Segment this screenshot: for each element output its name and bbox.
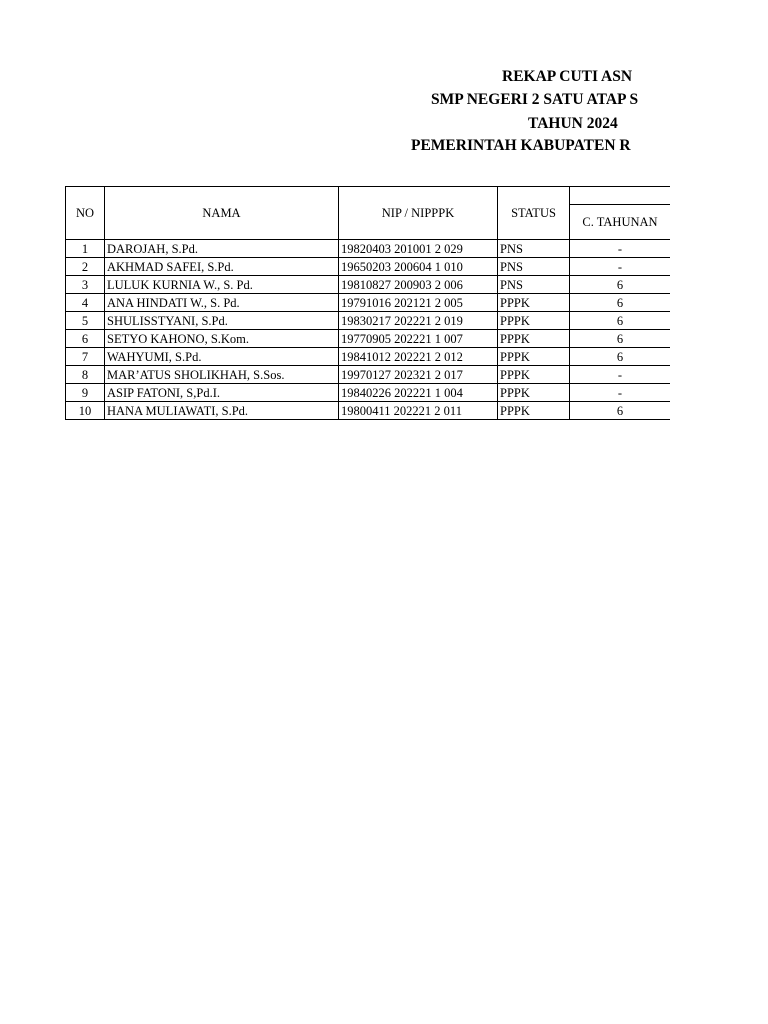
cell-no: 3 (66, 276, 105, 294)
cell-nama: ANA HINDATI W., S. Pd. (105, 294, 339, 312)
cell-tahunan: 6 (570, 312, 671, 330)
table-row (66, 384, 671, 402)
cell-tahunan: 6 (570, 294, 671, 312)
table-row (66, 330, 671, 348)
cell-no: 5 (66, 312, 105, 330)
header-status: STATUS (498, 187, 570, 240)
title-rekap: REKAP CUTI ASN (502, 68, 633, 85)
cell-status: PPPK (498, 384, 570, 402)
cell-tahunan: 6 (570, 348, 671, 366)
cell-tahunan: - (570, 258, 671, 276)
cell-status: PPPK (498, 348, 570, 366)
cell-status: PPPK (498, 402, 570, 420)
cell-nama: AKHMAD SAFEI, S.Pd. (105, 258, 339, 276)
title-school: SMP NEGERI 2 SATU ATAP S (431, 91, 639, 108)
cell-tahunan: - (570, 240, 671, 258)
cell-status: PNS (498, 258, 570, 276)
cell-tahunan: 6 (570, 402, 671, 420)
cell-nama: MAR’ATUS SHOLIKHAH, S.Sos. (105, 366, 339, 384)
cell-nama: SHULISSTYANI, S.Pd. (105, 312, 339, 330)
table-row (66, 276, 671, 294)
cell-tahunan: 6 (570, 330, 671, 348)
cell-nama: HANA MULIAWATI, S.Pd. (105, 402, 339, 420)
cell-nip: 19810827 200903 2 006 (339, 276, 498, 294)
cell-no: 9 (66, 384, 105, 402)
table-row (66, 294, 671, 312)
header-group (570, 187, 671, 205)
cell-nip: 19840226 202221 1 004 (339, 384, 498, 402)
cell-status: PPPK (498, 366, 570, 384)
cell-nip: 19841012 202221 2 012 (339, 348, 498, 366)
table-row (66, 366, 671, 384)
table-row (66, 240, 671, 258)
cell-status: PNS (498, 240, 570, 258)
cell-nama: DAROJAH, S.Pd. (105, 240, 339, 258)
header-nip: NIP / NIPPPK (339, 187, 498, 240)
cell-status: PPPK (498, 312, 570, 330)
table-row (66, 348, 671, 366)
cell-nip: 19770905 202221 1 007 (339, 330, 498, 348)
cell-tahunan: 6 (570, 276, 671, 294)
leave-table (65, 186, 670, 420)
title-government: PEMERINTAH KABUPATEN R (411, 137, 631, 154)
cell-no: 8 (66, 366, 105, 384)
cell-no: 10 (66, 402, 105, 420)
cell-nama: LULUK KURNIA W., S. Pd. (105, 276, 339, 294)
cell-nama: ASIP FATONI, S,Pd.I. (105, 384, 339, 402)
cell-status: PPPK (498, 294, 570, 312)
cell-nip: 19820403 201001 2 029 (339, 240, 498, 258)
cell-nip: 19650203 200604 1 010 (339, 258, 498, 276)
header-no: NO (66, 187, 105, 240)
cell-nip: 19830217 202221 2 019 (339, 312, 498, 330)
cell-no: 7 (66, 348, 105, 366)
title-year: TAHUN 2024 (528, 115, 618, 132)
cell-no: 4 (66, 294, 105, 312)
cell-tahunan: - (570, 366, 671, 384)
table-row (66, 402, 671, 420)
cell-nama: SETYO KAHONO, S.Kom. (105, 330, 339, 348)
header-tahunan: C. TAHUNAN (570, 205, 671, 240)
cell-nip: 19791016 202121 2 005 (339, 294, 498, 312)
cell-no: 1 (66, 240, 105, 258)
cell-nip: 19800411 202221 2 011 (339, 402, 498, 420)
cell-no: 2 (66, 258, 105, 276)
cell-status: PPPK (498, 330, 570, 348)
cell-no: 6 (66, 330, 105, 348)
cell-nama: WAHYUMI, S.Pd. (105, 348, 339, 366)
table-row (66, 258, 671, 276)
header-nama: NAMA (105, 187, 339, 240)
cell-nip: 19970127 202321 2 017 (339, 366, 498, 384)
cell-status: PNS (498, 276, 570, 294)
cell-tahunan: - (570, 384, 671, 402)
table-row (66, 312, 671, 330)
